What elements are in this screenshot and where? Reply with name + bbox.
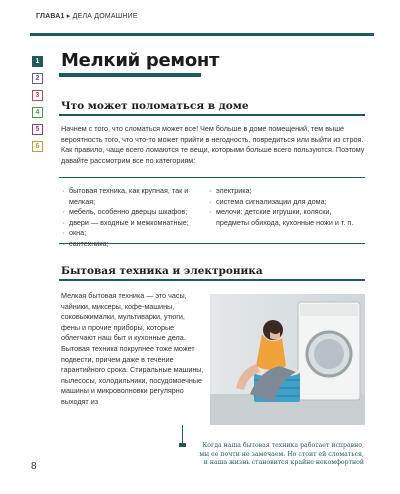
category-list-left [62,186,212,250]
chapter-tab-6[interactable]: 6 [32,141,43,152]
photo-caption: Когда наша бытовая техника работает исправно, мы ее почти не замечаем. Но стоит ей сломаться, и наша жизнь становится крайне некомфортной [199,442,364,467]
list-item: · электрика; [209,186,359,197]
chapter-tab-4[interactable]: 4 [32,107,43,118]
list-item: · сантехника; [62,239,212,250]
chapter-index [32,56,44,158]
chapter-tab-5[interactable]: 5 [32,124,43,135]
title-underline [59,73,201,77]
category-list [59,177,365,248]
breadcrumb-arrow-icon: ▸ [66,13,71,20]
list-item: · мелочи: детские игрушки, коляски, предметы обихода, кухонные ножи и т. п. [209,207,359,228]
caption-marker [179,443,186,447]
breadcrumb [36,12,138,20]
intro-paragraph: Начнем с того, что сломаться может все! Чем больше в доме помещений, тем выше вероятность того, что что-то может прийти в негодность, повредиться или выйти из строя. Как правило, чаще всего ломаются те вещи, которыми больше всего пользуются. Поэтому давайте рассмотрим все по категориям: [61,124,365,165]
section-heading-appliances: Бытовая техника и электроника [61,265,263,277]
running-header [0,0,400,37]
list-item: · мебель, особенно дверцы шкафов; [62,207,212,218]
chapter-label: ГЛАВА1 [36,13,65,20]
chapter-tab-2[interactable]: 2 [32,73,43,84]
list-item: · бытовая техника, как крупная, так и мелкая; [62,186,212,207]
chapter-tab-3[interactable]: 3 [32,90,43,101]
category-list-right [209,186,359,228]
section-label: ДЕЛА ДОМАШНИЕ [72,13,138,20]
woman-with-washing-machine-photo [210,294,365,425]
section-heading-breakdowns: Что может поломаться в доме [61,100,249,112]
list-item: · окна; [62,228,212,239]
list-item: · двери — входные и межкомнатные; [62,218,212,229]
section-rule [59,279,365,281]
section-rule [59,114,365,116]
page-number: 8 [31,461,37,472]
list-item: · система сигнализации для дома; [209,197,359,208]
page-title: Мелкий ремонт [61,50,220,71]
header-rule [30,33,374,36]
chapter-tab-1[interactable]: 1 [32,56,43,67]
appliances-paragraph: Мелкая бытовая техника — это часы, чайники, миксеры, кофе-машины, соковыжималки, мультиварки, утюги, фены и прочие приборы, которые облегчают наш быт и кухонные дела. Бытовая техника покрупнее тоже может подвести, причем даже в течение гарантийного срока. Стиральные машины, пылесосы, холодильники, посудомоечные машины и микроволновки регулярно выходят из [61,291,204,406]
